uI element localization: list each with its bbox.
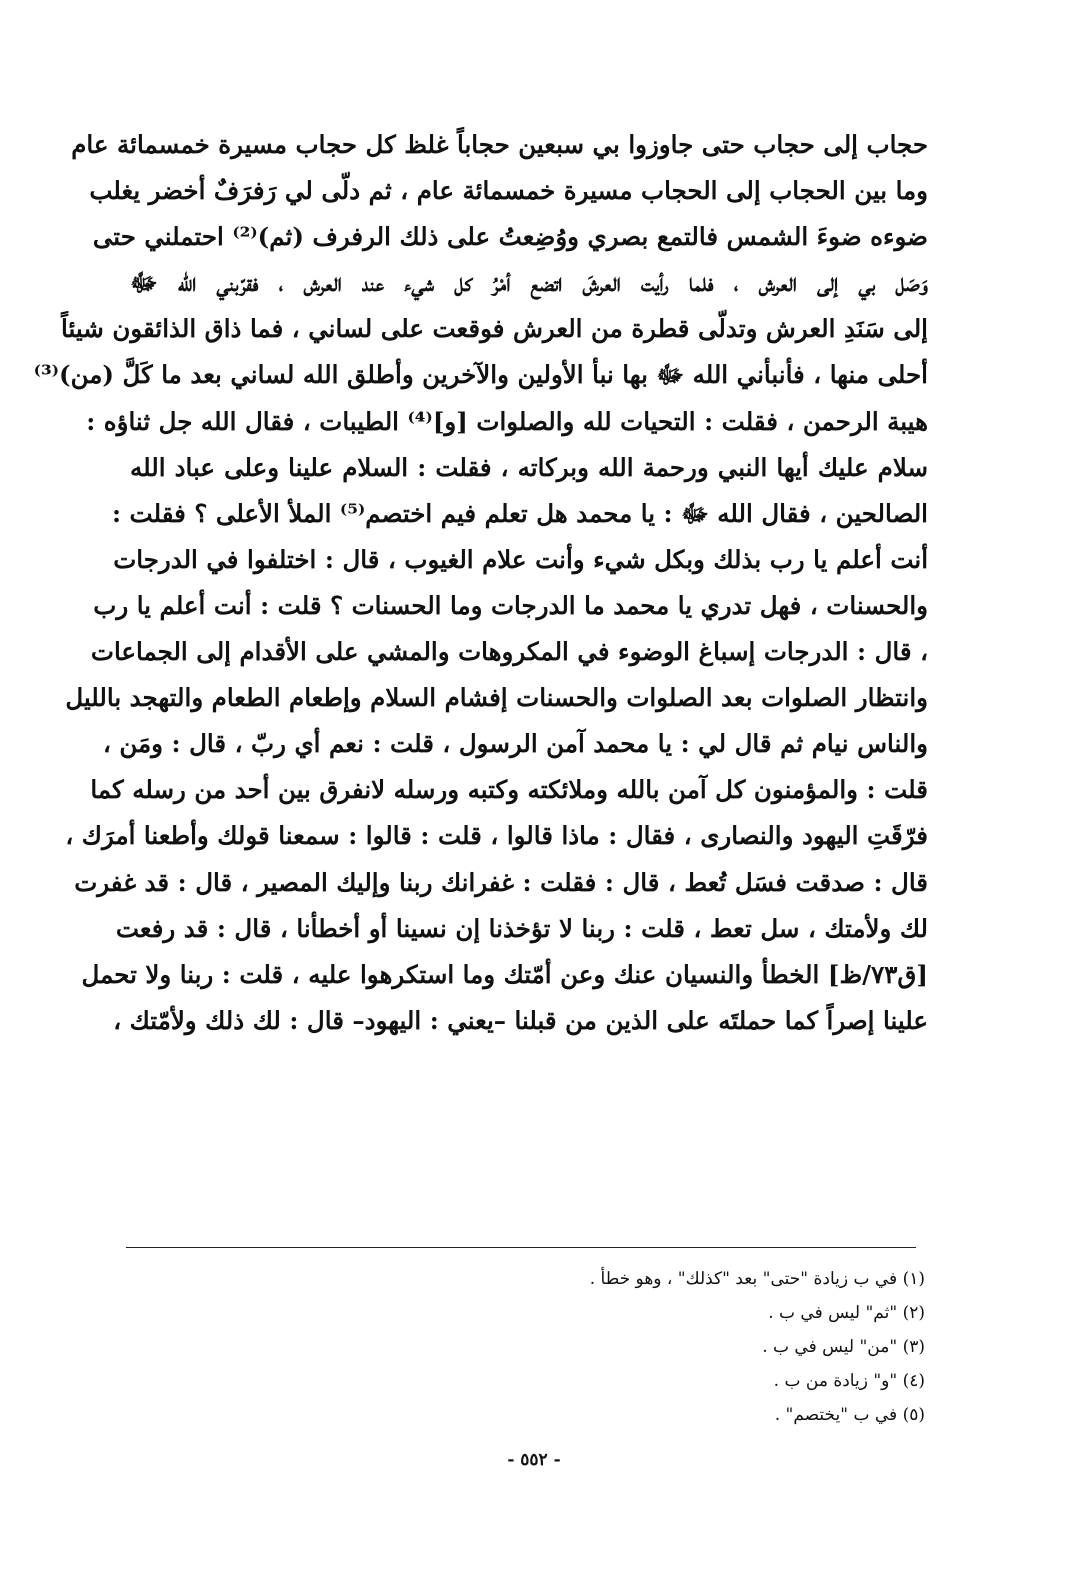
text-line: علينا إصراً كما حملتَه على الذين من قبلنا –يعني : اليهود– قال : لك ذلك ولأمّتك ،	[113, 1005, 928, 1035]
text-line: ضوءه ضوءَ الشمس فالتمع بصري ووُضِعتُ على ذلك الرفرف (ثم)⁽²⁾ احتملني حتى	[92, 222, 928, 252]
footnote-item: (٣) "من" ليس في ب .	[762, 1337, 925, 1357]
footnote-item: (٢) "ثم" ليس في ب .	[768, 1303, 925, 1323]
text-line: ، قال : الدرجات إسباغ الوضوء في المكروهات والمشي على الأقدام إلى الجماعات	[90, 637, 928, 667]
text-line: وما بين الحجاب إلى الحجاب مسيرة خمسمائة عام ، ثم دلّى لي رَفرَفٌ أخضر يغلب	[89, 176, 928, 206]
text-line: [ق٧٣/ظ] الخطأ والنسيان عنك وعن أمّتك وما استكرهوا عليه ، قلت : ربنا ولا تحمل	[81, 959, 928, 989]
text-line: حجاب إلى حجاب حتى جاوزوا بي سبعين حجاباً غلظ كل حجاب مسيرة خمسمائة عام	[71, 130, 928, 159]
text-line: وانتظار الصلوات بعد الصلوات والحسنات إفشام السلام وإطعام الطعام والتهجد بالليل	[65, 683, 928, 713]
footnote-item: (١) في ب زيادة "حتى" بعد "كذلك" ، وهو خطأ .	[589, 1269, 925, 1289]
page-number: - ٥٥٢ -	[507, 1450, 561, 1470]
text-line: أحلى منها ، فأنبأني الله ﷻ بها نبأ الأولين والآخرين وأطلق الله لساني بعد ما كَلَّ (من)⁽³⁾	[33, 360, 928, 390]
footnotes-section	[130, 1262, 925, 1432]
text-line: الصالحين ، فقال الله ﷻ : يا محمد هل تعلم فيم اختصم⁽⁵⁾ الملأ الأعلى ؟ فقلت :	[111, 498, 928, 528]
text-line: لك ولأمتك ، سل تعط ، قلت : ربنا لا تؤخذنا إن نسينا أو أخطأنا ، قال : قد رفعت	[115, 913, 928, 943]
text-line: سلام عليك أيها النبي ورحمة الله وبركاته ، فقلت : السلام علينا وعلى عباد الله	[130, 452, 928, 482]
footnote-item: (٥) في ب "يختصم" .	[774, 1405, 925, 1425]
text-line: وَصَل بي إلى العرش ، فلما رأيت العرشَ اتضع أمْرُ كل شيء عند العرش ، فقرّبني الله ﷻ	[130, 268, 928, 298]
text-line: هيبة الرحمن ، فقلت : التحيات لله والصلوات [و]⁽⁴⁾ الطيبات ، فقال الله جل ثناؤه :	[86, 406, 928, 436]
text-line: فرّقَتِ اليهود والنصارى ، فقال : ماذا قالوا ، قلت : قالوا : سمعنا قولك وأطعنا أمرَك ،	[65, 821, 928, 851]
text-line: قال : صدقت فسَل تُعط ، قال : فقلت : غفرانك ربنا وإليك المصير ، قال : قد غفرت	[74, 867, 928, 897]
text-line: قلت : والمؤمنون كل آمن بالله وملائكته وكتبه ورسله لانفرق بين أحد من رسله كما	[90, 775, 928, 805]
footnote-item: (٤) "و" زيادة من ب .	[773, 1371, 925, 1391]
text-line: والحسنات ، فهل تدري يا محمد ما الدرجات وما الحسنات ؟ قلت : أنت أعلم يا رب	[93, 590, 928, 620]
text-line: أنت أعلم يا رب بذلك وبكل شيء وأنت علام الغيوب ، قال : اختلفوا في الدرجات	[113, 544, 928, 574]
main-text-body	[33, 122, 928, 1044]
footnote-divider	[126, 1247, 916, 1248]
text-line: إلى سَنَدِ العرش وتدلّى قطرة من العرش فوقعت على لساني ، فما ذاق الذائقون شيئاً	[61, 314, 928, 344]
text-line: والناس نيام ثم قال لي : يا محمد آمن الرسول ، قلت : نعم أي ربّ ، قال : ومَن ،	[102, 729, 928, 759]
